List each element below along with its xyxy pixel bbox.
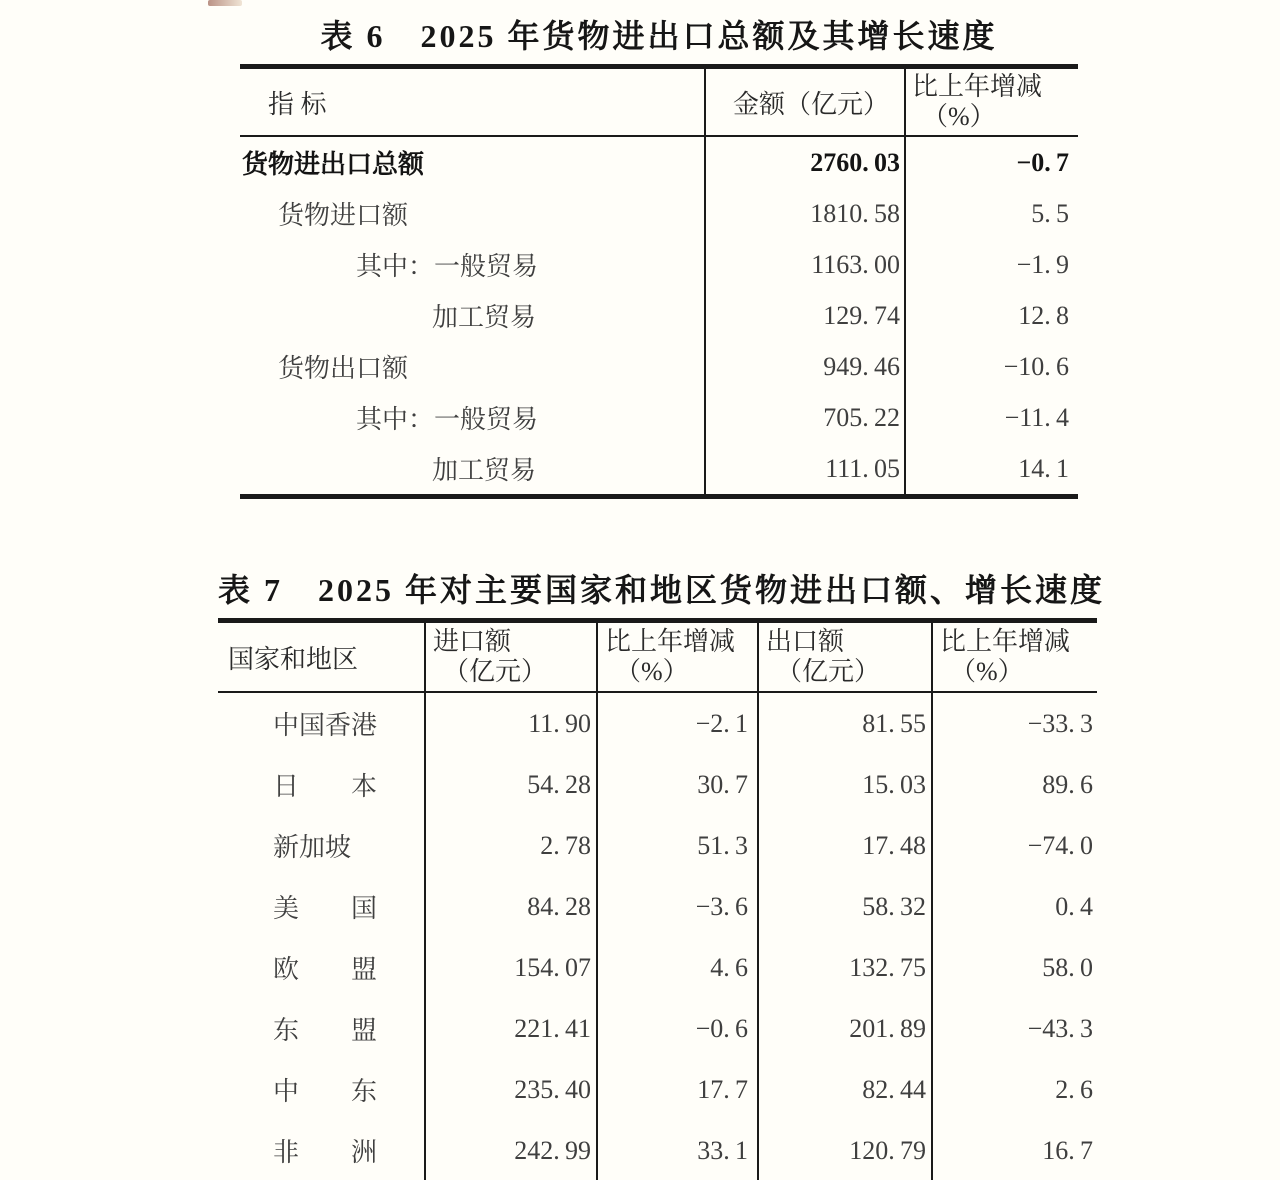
export-amount-cell: 120. 79 — [758, 1120, 932, 1180]
table7-title: 表 7 2025 年对主要国家和地区货物进出口额、增长速度 — [218, 572, 1106, 608]
table7-header-export-change — [932, 621, 1097, 693]
table7-row — [218, 998, 1097, 1059]
table6-row — [240, 443, 1078, 497]
export-change-cell: −33. 3 — [1027, 708, 1093, 738]
table7-row — [218, 692, 1097, 754]
export-change-cell: −74. 0 — [1027, 830, 1093, 860]
import-change-cell: −0. 6 — [597, 998, 758, 1059]
indicator-cell: 货物进出口总额 — [240, 136, 705, 188]
table6-row — [240, 188, 1078, 239]
region-cell: 东 盟 — [218, 998, 425, 1059]
table7-row — [218, 876, 1097, 937]
table6-row — [240, 136, 1078, 188]
change-cell: −0. 7 — [1016, 147, 1069, 177]
table6-row — [240, 341, 1078, 392]
table6-header-change-line2: （%） — [922, 102, 996, 131]
table6 — [240, 64, 1078, 499]
change-cell: 12. 8 — [1018, 300, 1069, 330]
table7-row — [218, 1120, 1097, 1180]
import-change-cell: 51. 3 — [597, 815, 758, 876]
table7-row — [218, 1059, 1097, 1120]
import-amount-cell: 84. 28 — [425, 876, 597, 937]
region-cell: 美 国 — [218, 876, 425, 937]
import-amount-cell: 242. 99 — [425, 1120, 597, 1180]
region-cell: 中国香港 — [218, 692, 425, 754]
export-amount-cell: 132. 75 — [758, 937, 932, 998]
amount-cell: 2760. 03 — [705, 136, 905, 188]
table7-body — [218, 692, 1097, 1180]
table7-header-import-line1: 进口额 — [433, 627, 512, 657]
export-change-cell: 16. 7 — [1042, 1135, 1093, 1165]
table7-row — [218, 815, 1097, 876]
table6-header-indicator: 指 标 — [240, 67, 705, 137]
region-cell: 新加坡 — [218, 815, 425, 876]
export-amount-cell: 82. 44 — [758, 1059, 932, 1120]
table7-section — [218, 568, 1106, 1180]
export-amount-cell: 58. 32 — [758, 876, 932, 937]
table7-header-export-change-line2: （%） — [950, 657, 1024, 686]
table7-header-import — [425, 621, 597, 693]
export-change-cell: 58. 0 — [1042, 952, 1093, 982]
indicator-cell: 加工贸易 — [240, 443, 705, 497]
table7-header-export-line2: （亿元） — [776, 657, 881, 686]
table6-header-change — [905, 67, 1078, 137]
table6-title: 表 6 2025 年货物进出口总额及其增长速度 — [320, 18, 998, 54]
amount-cell: 705. 22 — [705, 392, 905, 443]
import-change-cell: 4. 6 — [597, 937, 758, 998]
table7-header-import-line2: （亿元） — [443, 657, 548, 686]
export-amount-cell: 15. 03 — [758, 754, 932, 815]
change-cell: 5. 5 — [1031, 198, 1069, 228]
table7 — [218, 618, 1097, 1180]
export-change-cell: 0. 4 — [1055, 891, 1093, 921]
change-cell: −10. 6 — [1003, 351, 1069, 381]
table6-row — [240, 290, 1078, 341]
export-amount-cell: 81. 55 — [758, 692, 932, 754]
amount-cell: 1810. 58 — [705, 188, 905, 239]
region-cell: 非 洲 — [218, 1120, 425, 1180]
amount-cell: 949. 46 — [705, 341, 905, 392]
table7-row — [218, 754, 1097, 815]
indicator-cell: 货物进口额 — [240, 188, 705, 239]
table7-header-export-line1: 出口额 — [766, 627, 845, 657]
import-change-cell: 33. 1 — [597, 1120, 758, 1180]
table7-header-export-change-line1: 比上年增减 — [940, 627, 1071, 657]
table7-header-export — [758, 621, 932, 693]
table7-header-region: 国家和地区 — [218, 621, 425, 693]
import-change-cell: −2. 1 — [597, 692, 758, 754]
export-change-cell: 2. 6 — [1055, 1074, 1093, 1104]
import-change-cell: 17. 7 — [597, 1059, 758, 1120]
export-change-cell: 89. 6 — [1042, 769, 1093, 799]
import-amount-cell: 2. 78 — [425, 815, 597, 876]
export-amount-cell: 17. 48 — [758, 815, 932, 876]
amount-cell: 111. 05 — [705, 443, 905, 497]
amount-cell: 129. 74 — [705, 290, 905, 341]
amount-cell: 1163. 00 — [705, 239, 905, 290]
table7-header-import-change — [597, 621, 758, 693]
change-cell: 14. 1 — [1018, 453, 1069, 483]
import-amount-cell: 54. 28 — [425, 754, 597, 815]
table6-header-amount: 金额（亿元） — [705, 67, 905, 137]
import-amount-cell: 235. 40 — [425, 1059, 597, 1120]
export-change-cell: −43. 3 — [1027, 1013, 1093, 1043]
change-cell: −1. 9 — [1016, 249, 1069, 279]
table6-section — [240, 14, 1078, 499]
import-amount-cell: 11. 90 — [425, 692, 597, 754]
table6-row — [240, 239, 1078, 290]
indicator-cell: 其中：一般贸易 — [240, 392, 705, 443]
table6-body — [240, 136, 1078, 497]
indicator-cell: 货物出口额 — [240, 341, 705, 392]
indicator-cell: 其中：一般贸易 — [240, 239, 705, 290]
table7-row — [218, 937, 1097, 998]
scan-smudge-mark — [208, 0, 242, 6]
region-cell: 日 本 — [218, 754, 425, 815]
change-cell: −11. 4 — [1004, 402, 1069, 432]
table6-header-change-line1: 比上年增减 — [912, 72, 1043, 102]
export-amount-cell: 201. 89 — [758, 998, 932, 1059]
indicator-cell: 加工贸易 — [240, 290, 705, 341]
import-change-cell: −3. 6 — [597, 876, 758, 937]
import-amount-cell: 221. 41 — [425, 998, 597, 1059]
table6-row — [240, 392, 1078, 443]
import-amount-cell: 154. 07 — [425, 937, 597, 998]
table7-header-import-change-line2: （%） — [615, 657, 689, 686]
table6-header-row — [240, 67, 1078, 137]
region-cell: 欧 盟 — [218, 937, 425, 998]
region-cell: 中 东 — [218, 1059, 425, 1120]
import-change-cell: 30. 7 — [597, 754, 758, 815]
table7-header-row — [218, 621, 1097, 693]
table7-header-import-change-line1: 比上年增减 — [605, 627, 736, 657]
